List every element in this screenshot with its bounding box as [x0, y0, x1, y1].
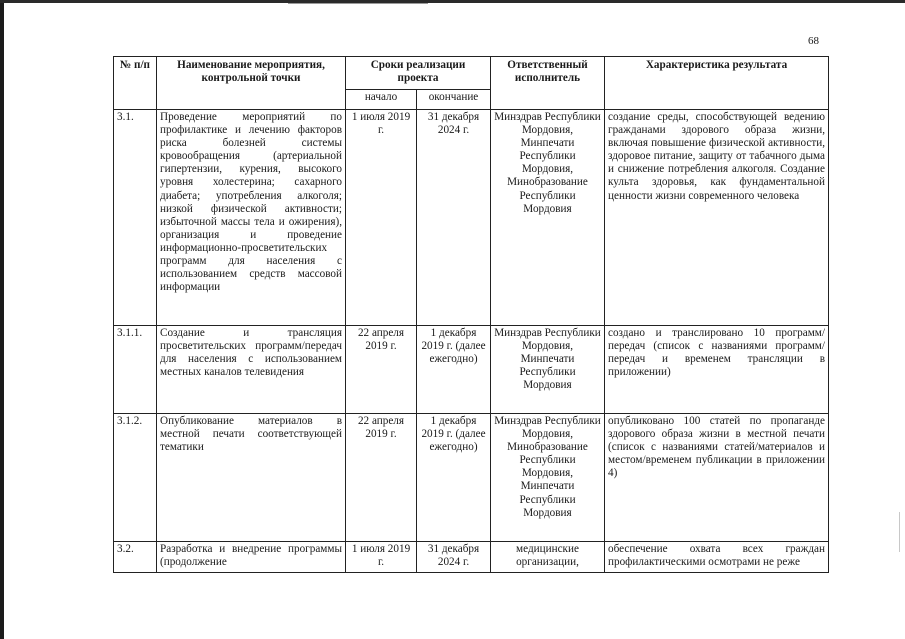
activities-table — [113, 56, 829, 573]
scan-top-mark — [288, 3, 428, 4]
row-executor: Минздрав Республики Мордовия, Минпечати Республики Мордовия — [491, 326, 605, 414]
scan-right-mark — [899, 512, 900, 552]
row-num: 3.1. — [114, 110, 157, 326]
header-end: окончание — [417, 90, 491, 110]
header-row — [114, 57, 829, 90]
header-name: Наименование мероприятия, контрольной точки — [157, 57, 346, 110]
row-num: 3.2. — [114, 542, 157, 573]
row-num: 3.1.2. — [114, 414, 157, 542]
scan-top-edge — [0, 0, 905, 3]
row-start: 22 апреля 2019 г. — [346, 326, 417, 414]
row-executor: медицинские организации, — [491, 542, 605, 573]
row-result: создание среды, способствующей ведению гражданами здорового образа жизни, включая повышение физической активности, здоровое питание, защиту от табачного дыма и снижение потребления алкоголя. Создание культа здоровья, как фундаментальной ценности жизни современного человека — [605, 110, 829, 326]
header-executor: Ответственный исполнитель — [491, 57, 605, 110]
table-row — [114, 542, 829, 573]
row-result: создано и транслировано 10 программ/передач (список с названиями программ/передач и временем трансляции в приложении) — [605, 326, 829, 414]
table-row — [114, 326, 829, 414]
row-name: Проведение мероприятий по профилактике и лечению факторов риска болезней системы кровообращения (артериальной гипертензии, курения, высокого уровня холестерина; сахарного диабета; употребления алкоголя; низкой физической активности; избыточной массы тела и ожирения), организация и проведение информационно-просветительских программ для населения с использованием средств массовой информации — [157, 110, 346, 326]
row-num: 3.1.1. — [114, 326, 157, 414]
row-start: 1 июля 2019 г. — [346, 542, 417, 573]
row-end: 1 декабря 2019 г. (далее ежегодно) — [417, 414, 491, 542]
row-name: Опубликование материалов в местной печати соответствующей тематики — [157, 414, 346, 542]
row-end: 31 декабря 2024 г. — [417, 542, 491, 573]
row-executor: Минздрав Республики Мордовия, Минпечати Республики Мордовия, Минобразование Республики Мордовия — [491, 110, 605, 326]
scan-left-edge — [0, 0, 4, 639]
header-result: Характеристика результата — [605, 57, 829, 110]
row-end: 1 декабря 2019 г. (далее ежегодно) — [417, 326, 491, 414]
row-end: 31 декабря 2024 г. — [417, 110, 491, 326]
row-name: Разработка и внедрение программы (продолжение — [157, 542, 346, 573]
table-row — [114, 414, 829, 542]
page-number: 68 — [808, 35, 819, 47]
row-result: обеспечение охвата всех граждан профилактическими осмотрами не реже — [605, 542, 829, 573]
row-name: Создание и трансляция просветительских программ/передач для населения с использованием местных каналов телевидения — [157, 326, 346, 414]
row-start: 22 апреля 2019 г. — [346, 414, 417, 542]
header-dates: Сроки реализации проекта — [346, 57, 491, 90]
header-start: начало — [346, 90, 417, 110]
table-row — [114, 110, 829, 326]
header-num: № п/п — [114, 57, 157, 110]
row-start: 1 июля 2019 г. — [346, 110, 417, 326]
row-executor: Минздрав Республики Мордовия, Минобразование Республики Мордовия, Минпечати Республики Мордовия — [491, 414, 605, 542]
row-result: опубликовано 100 статей по пропаганде здорового образа жизни в местной печати (список с названиями статей/материалов и местом/временем публикации в приложении 4) — [605, 414, 829, 542]
